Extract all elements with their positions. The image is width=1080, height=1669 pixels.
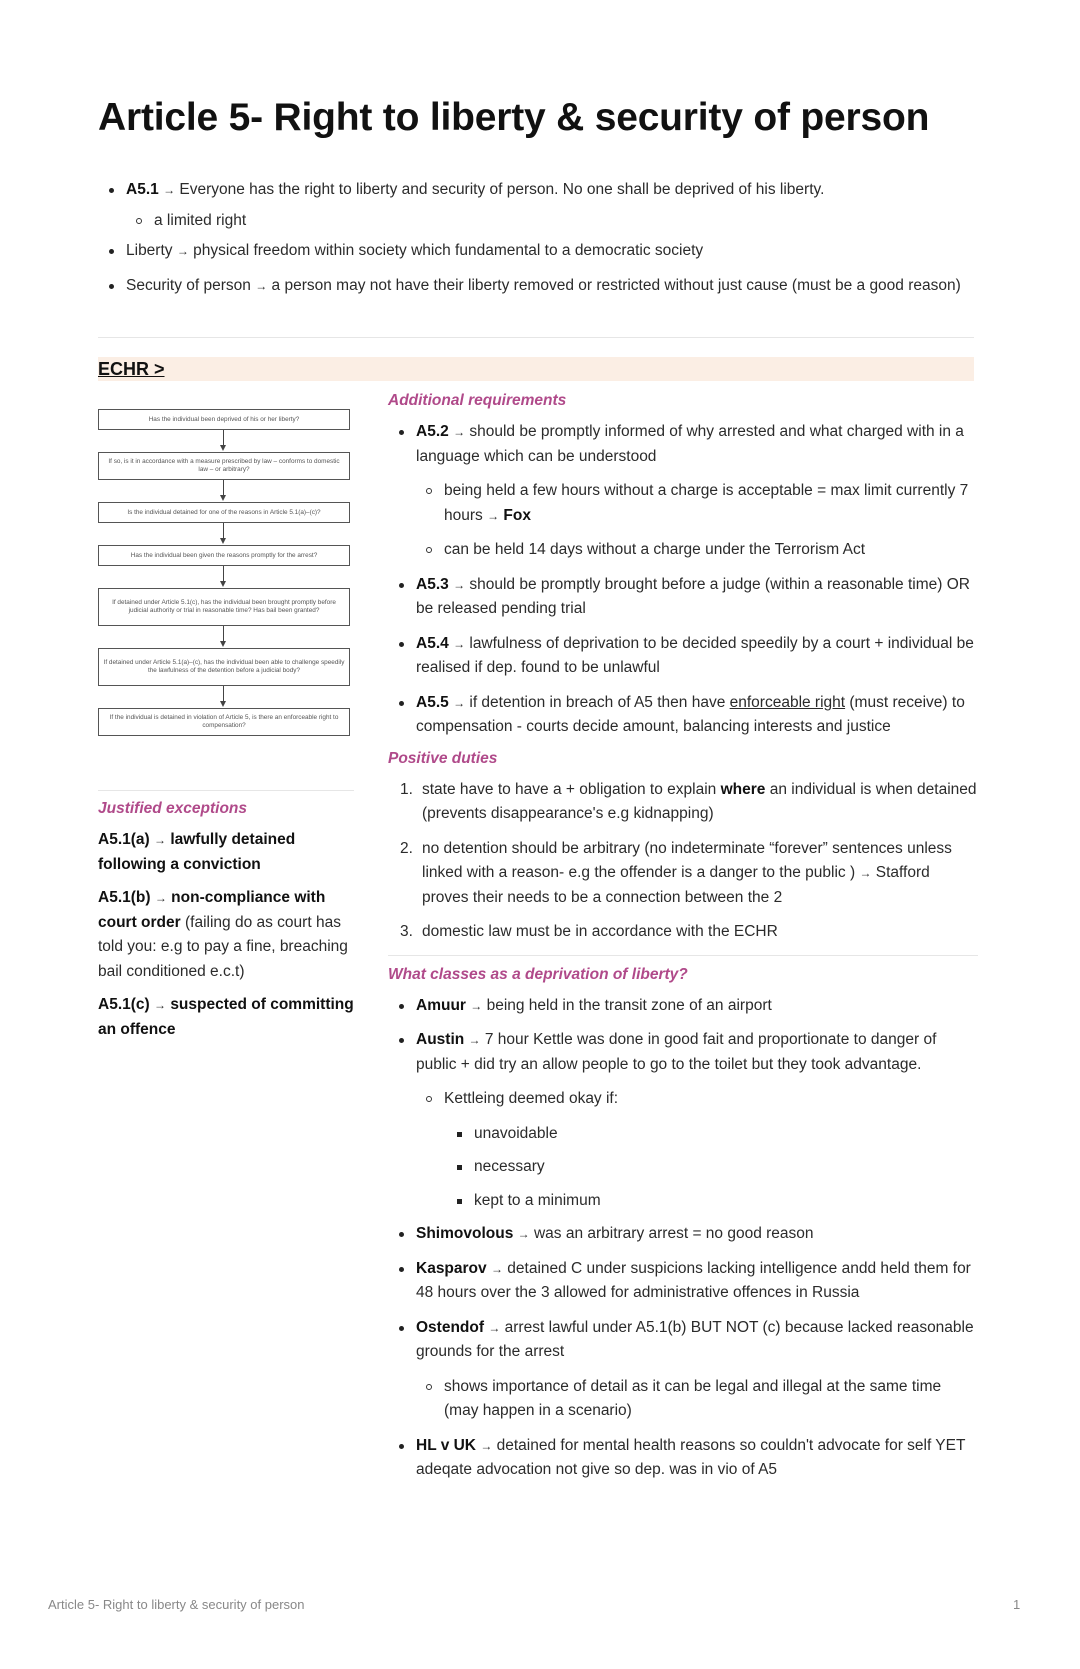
list-item — [388, 1222, 978, 1247]
text: 7 hour Kettle was done in good fait and proportionate to danger of public + did try an allow people to go to the toilet but they took advantage. — [416, 1031, 937, 1073]
list-item — [388, 632, 978, 681]
echr-header-bar — [98, 357, 974, 381]
term: A5.2 — [416, 423, 449, 440]
list-item — [388, 1257, 978, 1306]
text: was an arbitrary arrest = no good reason — [529, 1225, 814, 1242]
list-item — [388, 778, 978, 827]
flowchart-arrow-icon — [98, 480, 350, 502]
exception-item — [98, 993, 354, 1042]
text: a person may not have their liberty removed or restricted without just cause (must be a good reason) — [267, 276, 961, 294]
list-number: 3. — [400, 923, 413, 940]
list-item — [388, 920, 978, 945]
flowchart-step: Has the individual been given the reasons promptly for the arrest? — [98, 545, 350, 566]
list-item — [416, 479, 978, 528]
text: suspected of committing an offence — [98, 996, 354, 1038]
list-item — [446, 1122, 978, 1147]
justified-exceptions — [98, 800, 354, 1051]
arrow-icon: → — [453, 425, 466, 439]
flowchart-step: If detained under Article 5.1(c), has the individual been brought promptly before judicial authority or trial in reasonable time? Has bail been granted? — [98, 588, 350, 626]
echr-link[interactable]: ECHR > — [98, 359, 165, 379]
list-item — [446, 1189, 978, 1214]
term: Liberty — [126, 242, 173, 259]
intro-section — [98, 178, 978, 308]
text: if detention in breach of A5 then have — [465, 693, 730, 711]
text: (failing do as court has told you: e.g to pay a fine, breaching bail conditioned e.c.t) — [98, 913, 348, 980]
flowchart-arrow-icon — [98, 430, 350, 452]
arrow-icon: → — [517, 1227, 530, 1241]
term: A5.1(c) — [98, 996, 150, 1013]
section-heading: What classes as a deprivation of liberty? — [388, 965, 688, 983]
flowchart-arrow-icon — [98, 626, 350, 648]
page-title: Article 5- Right to liberty & security of person — [98, 96, 930, 139]
text: domestic law must be in accordance with the ECHR — [422, 923, 778, 940]
list-item — [98, 274, 978, 299]
text: Stafford proves their needs to be a connection between the 2 — [422, 864, 930, 906]
case-name: HL v UK — [416, 1436, 477, 1454]
arrow-icon: → — [154, 833, 166, 847]
case-name: Amuur — [416, 996, 466, 1014]
term: A5.1(b) — [98, 889, 151, 906]
arrow-icon: → — [453, 695, 466, 710]
text: should be promptly informed of why arrested and what charged with in a language which can be understood — [416, 423, 964, 465]
divider — [98, 337, 974, 338]
arrow-icon: → — [255, 278, 268, 293]
list-item — [388, 1028, 978, 1077]
case-name: Fox — [503, 506, 531, 524]
arrow-icon: → — [488, 1320, 501, 1335]
case-name: Kasparov — [416, 1259, 487, 1277]
term: A5.1(a) — [98, 831, 150, 848]
list-item — [416, 1087, 978, 1112]
text: physical freedom within society which fundamental to a democratic society — [188, 242, 704, 259]
text: being held in the transit zone of an airport — [482, 996, 772, 1014]
right-column — [388, 392, 978, 1493]
arrow-icon: → — [453, 636, 466, 651]
list-item — [388, 573, 978, 622]
flowchart-step: If the individual is detained in violation of Article 5, is there an enforceable right to compensation? — [98, 708, 350, 736]
text: arrest lawful under A5.1(b) BUT NOT (c) because lacked reasonable grounds for the arrest — [416, 1318, 974, 1360]
arrow-icon: → — [163, 183, 176, 197]
arrow-icon: → — [154, 891, 167, 905]
text: kept to a minimum — [474, 1191, 601, 1209]
text: shows importance of detail as it can be legal and illegal at the same time (may happen in a scenario) — [444, 1377, 942, 1419]
page-number: 1 — [1013, 1597, 1021, 1612]
arrow-icon: → — [176, 244, 189, 258]
arrow-icon: → — [487, 508, 500, 523]
list-item — [446, 1155, 978, 1180]
list-item — [126, 209, 978, 234]
divider — [388, 955, 978, 956]
list-item — [388, 1316, 978, 1365]
flowchart-arrow-icon — [98, 686, 350, 708]
flowchart — [98, 409, 350, 736]
arrow-icon: → — [859, 866, 872, 880]
text: necessary — [474, 1158, 545, 1175]
list-item — [98, 178, 978, 203]
list-number: 2. — [400, 839, 413, 857]
text: a limited right — [154, 211, 247, 229]
list-item — [416, 1375, 978, 1424]
text: an individual is when detained (prevents disappearance's e.g kidnapping) — [422, 780, 977, 822]
text: can be held 14 days without a charge under the Terrorism Act — [444, 541, 866, 558]
exception-item — [98, 886, 354, 984]
text: no detention should be arbitrary (no indeterminate “forever” sentences unless linked with a reason- e.g the offender is a danger to the public ) — [422, 839, 952, 881]
arrow-icon: → — [468, 1033, 481, 1047]
divider — [98, 790, 354, 791]
text: where — [720, 780, 766, 798]
section-heading: Positive duties — [388, 749, 498, 767]
term: A5.3 — [416, 575, 449, 593]
list-item — [388, 1434, 978, 1483]
text: Kettleing deemed okay if: — [444, 1090, 619, 1107]
text: detained C under suspicions lacking intelligence andd held them for 48 hours over the 3 allowed for administrative offences in Russia — [416, 1259, 971, 1301]
term: A5.1 — [126, 181, 159, 198]
text: detained for mental health reasons so couldn't advocate for self YET adeqate advocation not give so dep. was in vio of A5 — [416, 1436, 966, 1478]
arrow-icon: → — [480, 1438, 493, 1453]
arrow-icon: → — [470, 998, 483, 1013]
section-heading: Justified exceptions — [98, 800, 248, 817]
flowchart-step: Has the individual been deprived of his or her liberty? — [98, 409, 350, 430]
text: lawfully detained following a conviction — [98, 831, 296, 873]
flowchart-arrow-icon — [98, 523, 350, 545]
text: state have to have a + obligation to explain — [422, 780, 721, 798]
case-name: Austin — [416, 1031, 465, 1048]
text: should be promptly brought before a judge (within a reasonable time) OR be released pending trial — [416, 575, 970, 617]
flowchart-arrow-icon — [98, 566, 350, 588]
list-item — [388, 994, 978, 1019]
term: A5.5 — [416, 693, 449, 711]
term: A5.4 — [416, 634, 449, 652]
text: Everyone has the right to liberty and security of person. No one shall be deprived of his liberty. — [175, 181, 825, 198]
footer-title: Article 5- Right to liberty & security of person — [48, 1597, 305, 1612]
list-item — [98, 239, 978, 264]
flowchart-step: If so, is it in accordance with a measure prescribed by law – conforms to domestic law – or arbitrary? — [98, 452, 350, 480]
list-item — [388, 837, 978, 911]
exception-item — [98, 828, 354, 877]
list-number: 1. — [400, 780, 413, 798]
text: (must receive) to compensation - courts decide amount, balancing interests and justice — [416, 693, 965, 735]
flowchart-step: Is the individual detained for one of the reasons in Article 5.1(a)–(c)? — [98, 502, 350, 523]
list-item — [388, 420, 978, 469]
text: non-compliance with court order — [98, 889, 326, 931]
arrow-icon: → — [453, 577, 466, 592]
term: Security of person — [126, 276, 251, 294]
list-item — [416, 538, 978, 563]
text: being held a few hours without a charge is acceptable = max limit currently 7 hours — [444, 482, 969, 524]
arrow-icon: → — [490, 1261, 503, 1276]
list-item — [388, 691, 978, 740]
flowchart-step: If detained under Article 5.1(a)–(c), has the individual been able to challenge speedily the lawfulness of the detention before a judicial body? — [98, 648, 350, 686]
case-name: Shimovolous — [416, 1225, 514, 1242]
text: unavoidable — [474, 1124, 558, 1142]
section-heading: Additional requirements — [388, 392, 567, 409]
case-name: Ostendof — [416, 1318, 485, 1336]
text: lawfulness of deprivation to be decided speedily by a court + individual be realised if dep. found to be unlawful — [416, 634, 974, 676]
arrow-icon: → — [154, 998, 166, 1012]
text: enforceable right — [729, 693, 846, 711]
